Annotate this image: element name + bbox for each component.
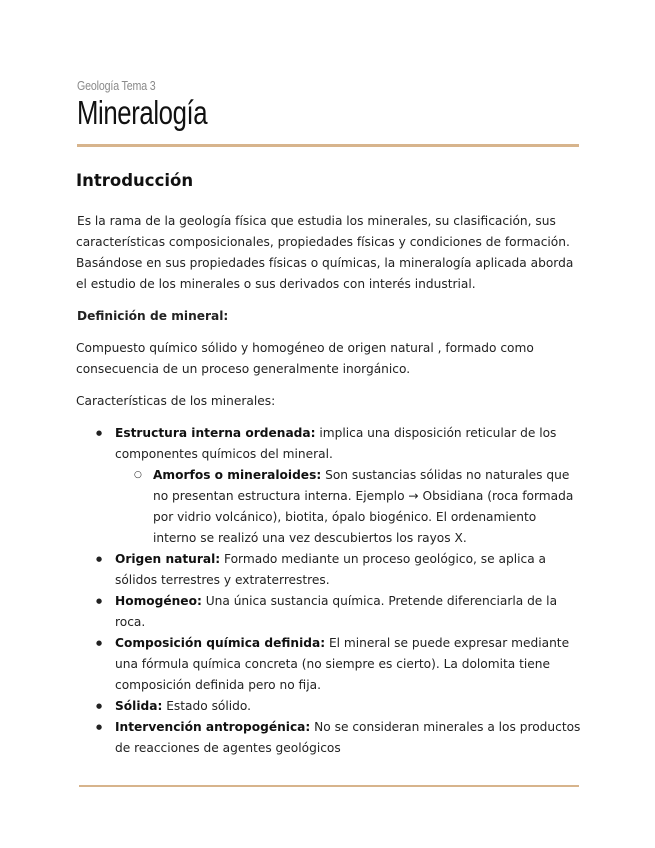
section-heading: Introducción [76, 171, 194, 190]
list-item [115, 591, 581, 633]
list-item-text: Formado mediante un proceso geológico, se aplica a sólidos terrestres y extraterrestres. [115, 552, 547, 587]
list-item-term: Origen natural: [115, 552, 221, 566]
document-body [76, 168, 581, 759]
list-item [115, 696, 581, 717]
sub-list-item-text: Son sustancias sólidas no naturales que no presentan estructura interna. Ejemplo → Obsidiana (roca formada por vidrio volcánico), biotita, ópalo biogénico. El ordenamiento interno se realizó una vez descubiertos los rayos X. [153, 468, 574, 545]
document-subtitle: Geología Tema 3 [77, 78, 156, 93]
list-item [115, 423, 581, 549]
list-item-text: El mineral se puede expresar mediante una fórmula química concreta (no siempre es cierto). La dolomita tiene composición definida pero no fija. [115, 636, 570, 692]
sub-list-item [153, 465, 581, 549]
definition-paragraph: Compuesto químico sólido y homogéneo de origen natural , formado como consecuencia de un proceso generalmente inorgánico. [76, 341, 534, 376]
list-item-term: Estructura interna ordenada: [115, 426, 316, 440]
characteristics-list [76, 423, 581, 759]
list-item-text: Estado sólido. [162, 699, 251, 713]
list-item-term: Homogéneo: [115, 594, 202, 608]
list-item-term: Sólida: [115, 699, 163, 713]
list-item-term: Composición química definida: [115, 636, 326, 650]
footer-divider [79, 785, 579, 787]
title-divider [77, 144, 579, 147]
sub-list-item-term: Amorfos o mineraloides: [153, 468, 322, 482]
definition-label: Definición de mineral: [77, 309, 229, 323]
characteristics-label: Características de los minerales: [76, 394, 276, 408]
document-title: Mineralogía [77, 94, 208, 131]
list-item [115, 549, 581, 591]
intro-paragraph: Es la rama de la geología física que estudia los minerales, su clasificación, sus características composicionales, propiedades físicas y condiciones de formación. Basándose en sus propiedades físicas o químicas, la mineralogía aplicada aborda el estudio de los minerales o sus derivados con interés industrial. [76, 214, 574, 291]
list-item-text: Una única sustancia química. Pretende diferenciarla de la roca. [115, 594, 558, 629]
sub-list [115, 465, 581, 549]
list-item [115, 717, 581, 759]
list-item-text: No se consideran minerales a los productos de reacciones de agentes geológicos [115, 720, 581, 755]
list-item-term: Intervención antropogénica: [115, 720, 311, 734]
list-item [115, 633, 581, 696]
list-item-text: implica una disposición reticular de los componentes químicos del mineral. [115, 426, 557, 461]
